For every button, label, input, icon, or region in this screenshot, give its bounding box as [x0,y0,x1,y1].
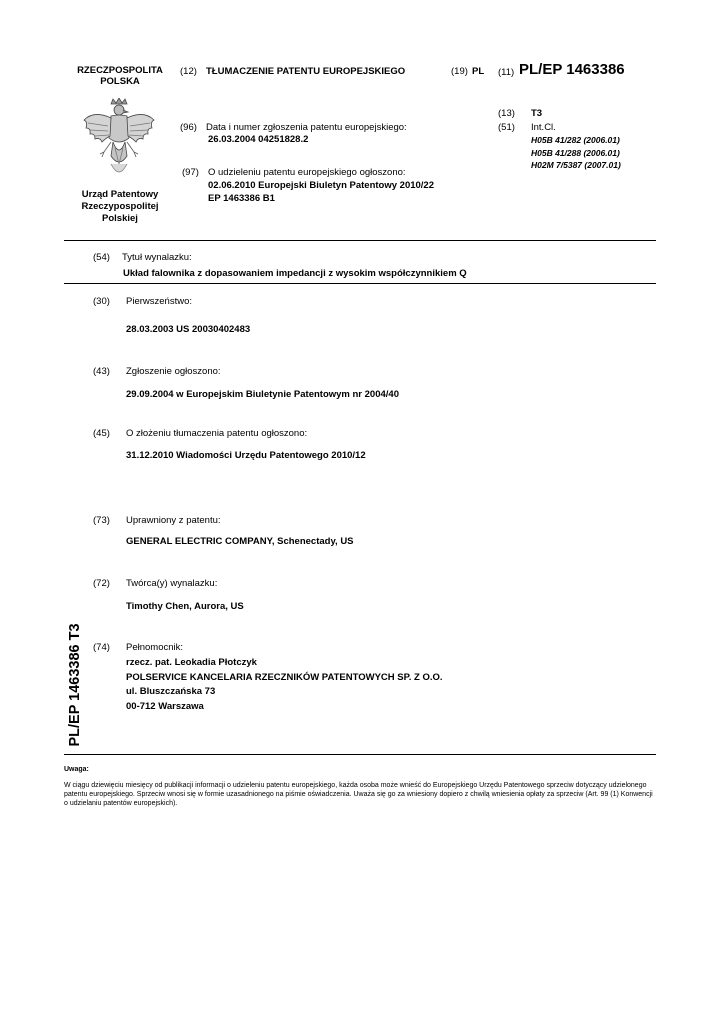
code-73: (73) [93,515,110,526]
attorney-label: Pełnomocnik: [126,642,184,653]
note-text: W ciągu dziewięciu miesięcy od publikacji informacji o udzieleniu patentu europejskiego, każda osoba może wnieść do Europejskiego Urzędu Patentowego sprzeciw dotyczący udzielonego patentu europejskiego. Sprzeciw wnosi się w formie uzasadnionego na piśmie oświadczenia. Uważa się go za wniesiony dopiero z chwilą wniesienia opłaty za sprzeciw (Art. 99 (1) Konwencji o udzielaniu patentów europejskich). [64,782,653,807]
application-value: 26.03.2004 04251828.2 [208,134,309,145]
publication-label: Zgłoszenie ogłoszono: [126,366,221,377]
country-line-2: POLSKA [100,76,140,87]
patent-number: PL/EP 1463386 [519,61,625,78]
intcl-item: H02M 7/5387 (2007.01) [531,160,621,170]
note-heading: Uwaga: [64,766,89,773]
divider [64,283,656,284]
side-label-text: PL/EP 1463386 T3 [67,623,83,747]
code-96: (96) [180,122,197,133]
attorney-line-4: 00-712 Warszawa [126,700,204,712]
grant-value-1: 02.06.2010 Europejski Biuletyn Patentowy 2010/22 [208,180,435,191]
code-12: (12) [180,66,197,77]
code-54: (54) [93,252,110,263]
document-type: TŁUMACZENIE PATENTU EUROPEJSKIEGO [206,66,406,77]
translation-value: 31.12.2010 Wiadomości Urzędu Patentowego 2010/12 [126,450,366,461]
code-30: (30) [93,296,110,307]
country-code: PL [472,66,485,77]
attorney-block [126,656,443,714]
intcl-label: Int.Cl. [531,122,556,133]
code-97: (97) [182,167,199,178]
priority-label: Pierwszeństwo: [126,296,192,307]
grant-value-2: EP 1463386 B1 [208,193,275,204]
country-name [66,65,174,87]
translation-label: O złożeniu tłumaczenia patentu ogłoszono: [126,428,308,439]
proprietor-value: GENERAL ELECTRIC COMPANY, Schenectady, US [126,536,354,547]
code-13: (13) [498,108,515,119]
country-line-1: RZECZPOSPOLITA [77,65,163,76]
patent-office-name [66,189,174,225]
attorney-line-1: rzecz. pat. Leokadia Płotczyk [126,657,257,668]
inventor-value: Timothy Chen, Aurora, US [126,601,244,612]
divider [64,754,656,755]
side-label [60,620,90,750]
attorney-line-3: ul. Bluszczańska 73 [126,686,216,697]
code-43: (43) [93,366,110,377]
code-74: (74) [93,642,110,653]
attorney-line-2: POLSERVICE KANCELARIA RZECZNIKÓW PATENTOWYCH SP. Z O.O. [126,671,443,683]
priority-value: 28.03.2003 US 20030402483 [126,324,251,335]
proprietor-label: Uprawniony z patentu: [126,515,221,526]
intcl-list [531,134,621,172]
intcl-item: H05B 41/288 (2006.01) [531,147,620,158]
code-72: (72) [93,578,110,589]
intcl-item: H05B 41/282 (2006.01) [531,135,620,145]
office-line-1: Urząd Patentowy [81,189,159,200]
code-51: (51) [498,122,515,133]
divider [64,240,656,241]
invention-title: Układ falownika z dopasowaniem impedancji z wysokim współczynnikiem Q [123,268,467,279]
application-label: Data i numer zgłoszenia patentu europejskiego: [206,122,407,133]
title-label: Tytuł wynalazku: [122,252,192,263]
code-45: (45) [93,428,110,439]
code-19: (19) [451,66,468,77]
publication-value: 29.09.2004 w Europejskim Biuletynie Patentowym nr 2004/40 [126,389,399,400]
eagle-emblem-icon [80,98,158,182]
office-line-2: Rzeczypospolitej [81,201,159,212]
kind-code: T3 [531,108,543,119]
grant-label: O udzieleniu patentu europejskiego ogłoszono: [208,167,406,178]
inventor-label: Twórca(y) wynalazku: [126,578,218,589]
office-line-3: Polskiej [102,213,138,224]
code-11: (11) [498,67,515,78]
